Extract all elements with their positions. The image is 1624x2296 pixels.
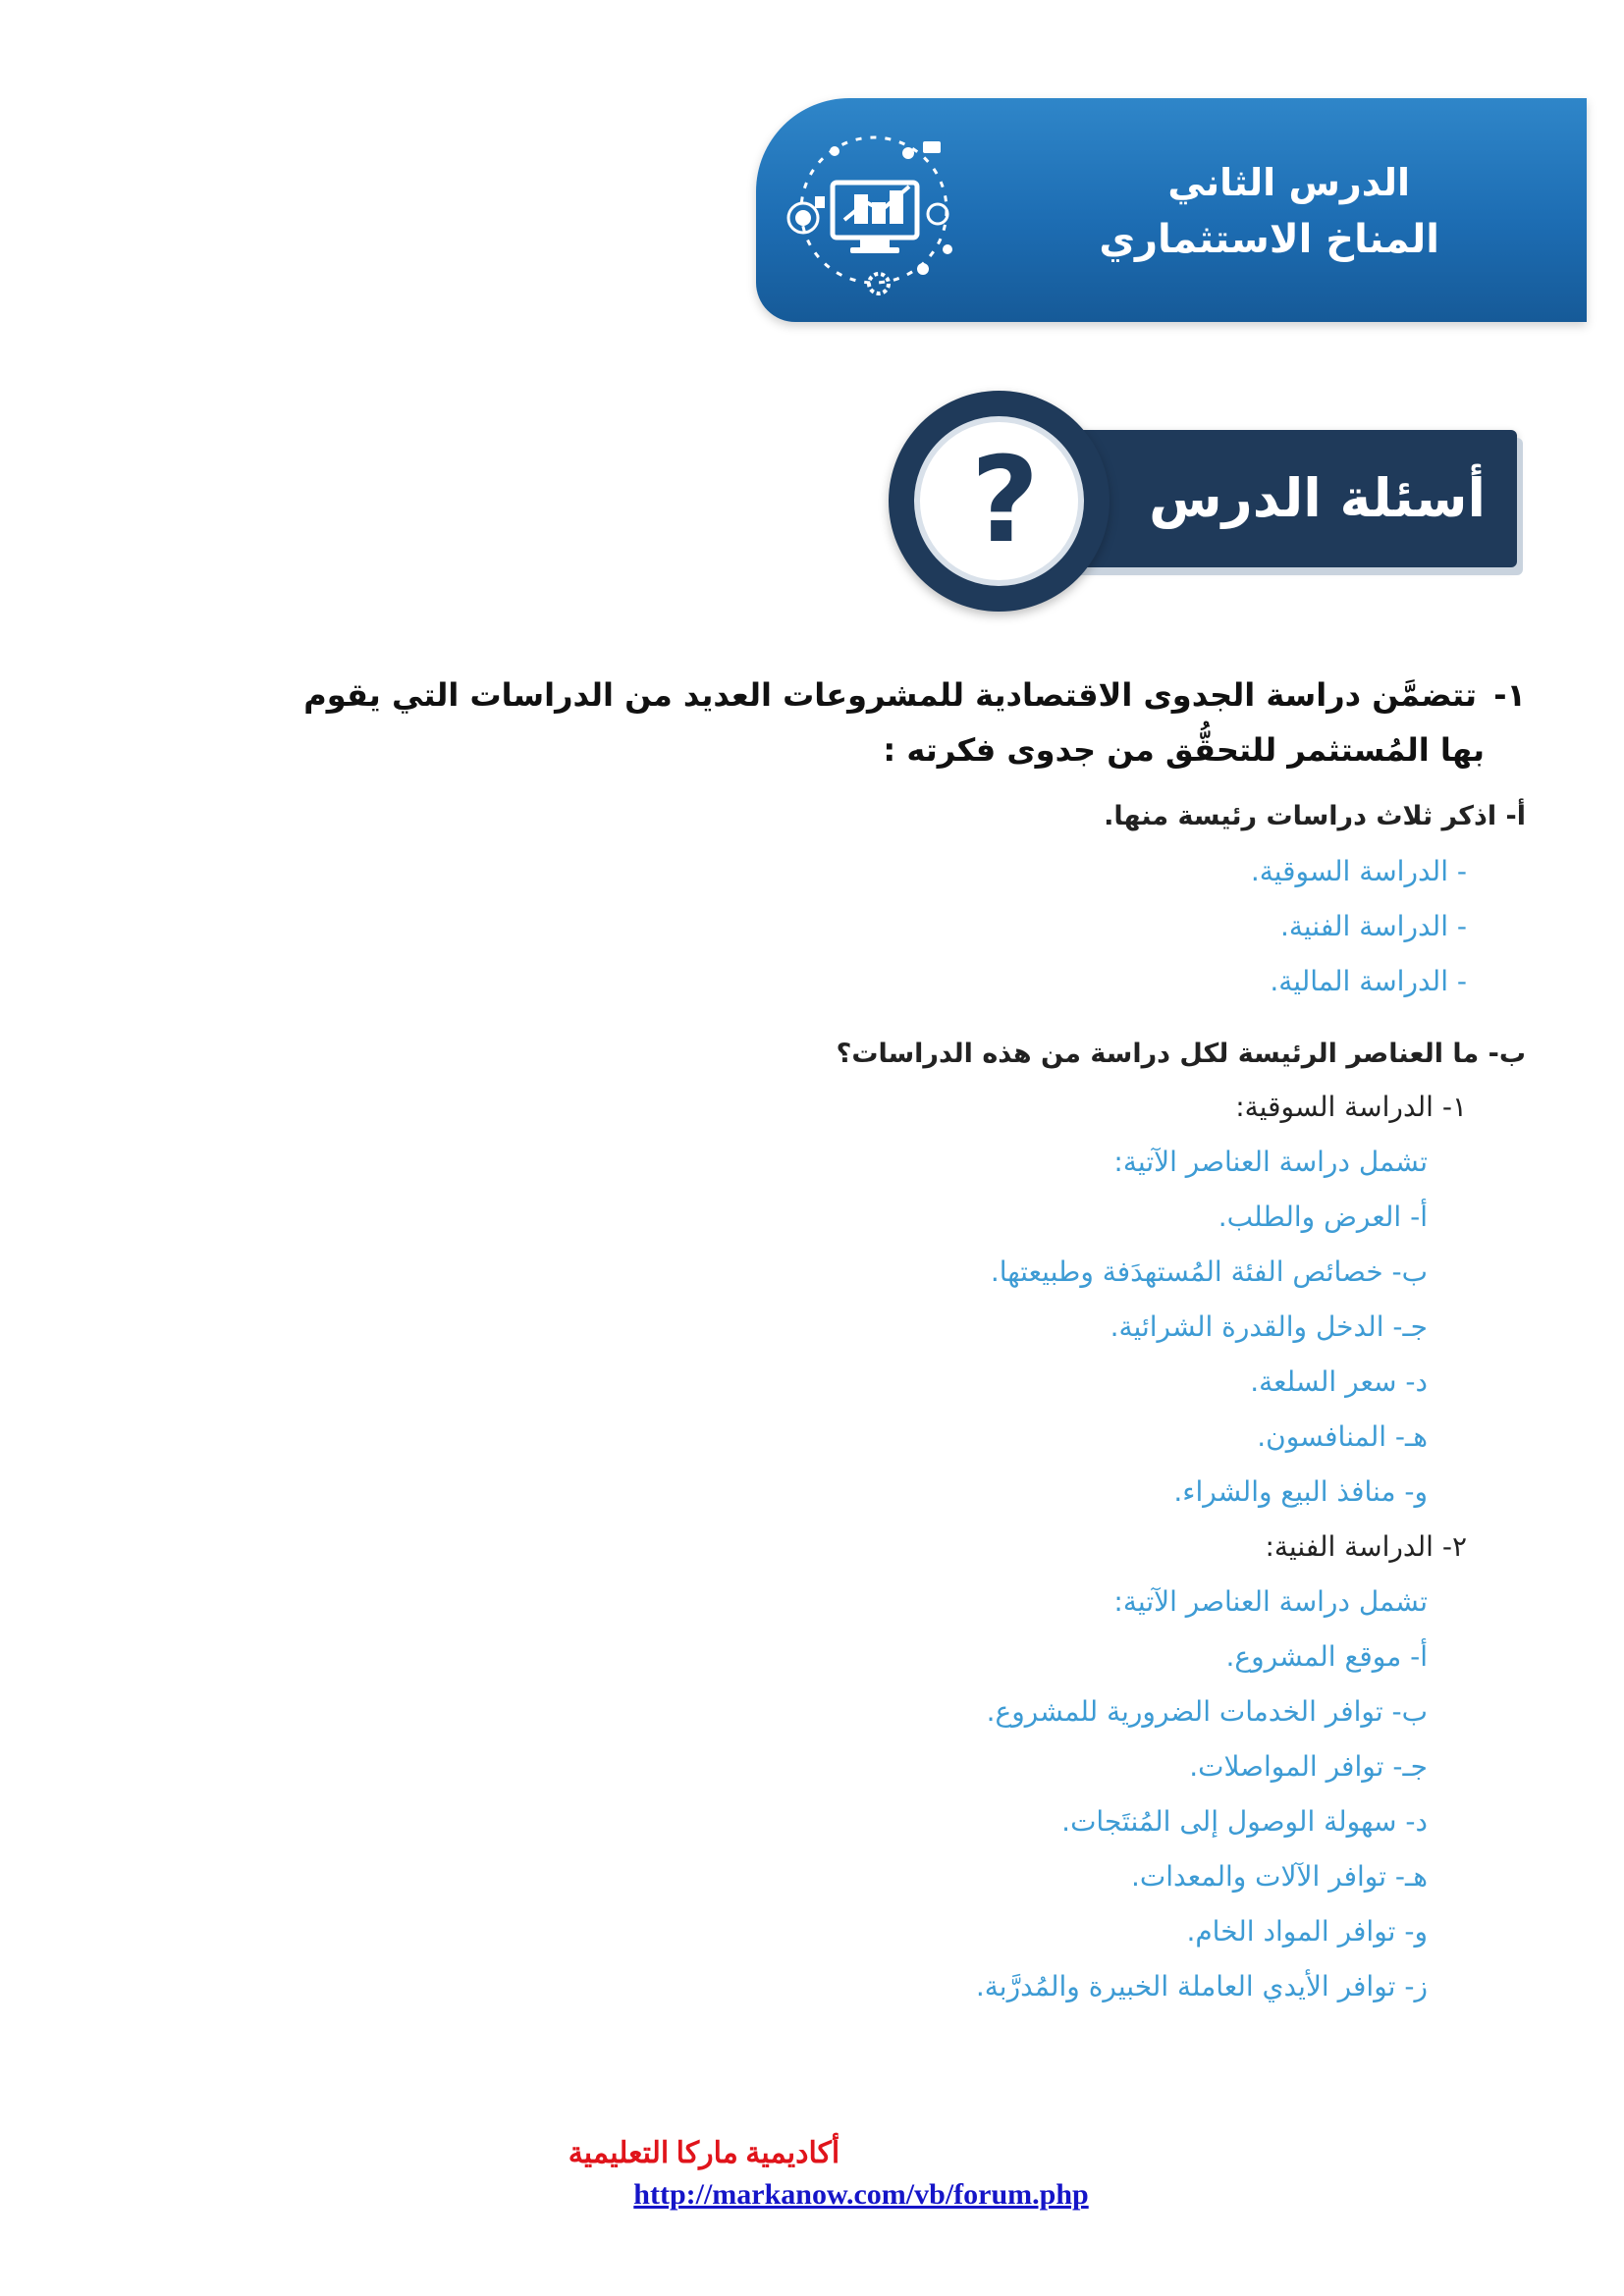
part-b-text: ما العناصر الرئيسة لكل دراسة من هذه الدراسات؟ (836, 1039, 1480, 1069)
part-b-label: ب- (1488, 1039, 1526, 1069)
study-intro: تشمل دراسة العناصر الآتية: (1113, 1146, 1428, 1178)
part-a-text: اذكر ثلاث دراسات رئيسة منها. (1104, 801, 1497, 831)
part-a-answers (230, 844, 1526, 1009)
list-item: - الدراسة السوقية. (1250, 855, 1467, 887)
list-item: - الدراسة الفنية. (1280, 910, 1467, 942)
study-heading-market: ١- الدراسة السوقية: (1235, 1091, 1467, 1123)
question-mark-icon: ? (970, 433, 1040, 569)
list-item: و- منافذ البيع والشراء. (1173, 1475, 1428, 1508)
section-heading-text: أسئلة الدرس (1149, 467, 1486, 529)
list-item: أ- العرض والطلب. (1218, 1201, 1428, 1233)
list-item: أ- موقع المشروع. (1225, 1640, 1428, 1673)
list-item: هـ- المنافسون. (1257, 1420, 1428, 1453)
list-item: هـ- توافر الآلات والمعدات. (1131, 1860, 1428, 1893)
part-a-question (230, 791, 1526, 842)
list-item: جـ- توافر المواصلات. (1189, 1750, 1428, 1783)
list-item: د- سعر السلعة. (1250, 1365, 1428, 1398)
question-1 (230, 667, 1526, 777)
list-item: و- توافر المواد الخام. (1186, 1915, 1428, 1948)
list-item: - الدراسة المالية. (1270, 965, 1467, 997)
section-heading (889, 391, 1517, 612)
academy-name: أكاديمية ماركا التعليمية (568, 2137, 840, 2169)
technical-study-elements (230, 1629, 1526, 2014)
list-item: جـ- الدخل والقدرة الشرائية. (1110, 1310, 1428, 1343)
question-text-line-1: تتضمَّن دراسة الجدوى الاقتصادية للمشروعات العديد من الدراسات التي يقوم (303, 676, 1478, 714)
lesson-banner (756, 98, 1587, 322)
market-study-elements (230, 1190, 1526, 1520)
question-text-line-2: بها المُستثمر للتحقُّق من جدوى فكرته : (883, 731, 1485, 769)
question-badge (889, 391, 1110, 612)
lesson-questions (230, 667, 1526, 2014)
list-item: ب- خصائص الفئة المُستهدَفة وطبيعتها. (990, 1255, 1428, 1288)
question-number: ١- (1493, 676, 1526, 714)
footer (0, 2132, 1624, 2215)
part-b-question (230, 1029, 1526, 1080)
study-heading-technical: ٢- الدراسة الفنية: (1265, 1530, 1467, 1563)
lesson-number: الدرس الثاني (1167, 161, 1410, 204)
investment-laptop-icon (776, 112, 972, 308)
list-item: ز- توافر الأيدي العاملة الخبيرة والمُدرَّبة. (975, 1970, 1428, 2002)
study-intro: تشمل دراسة العناصر الآتية: (1113, 1585, 1428, 1618)
part-a-label: أ- (1505, 801, 1526, 831)
forum-link[interactable]: http://markanow.com/vb/forum.php (633, 2178, 1089, 2211)
list-item: ب- توافر الخدمات الضرورية للمشروع. (986, 1695, 1428, 1728)
lesson-title: المناخ الاستثماري (1099, 217, 1439, 262)
list-item: د- سهولة الوصول إلى المُنتَجات. (1061, 1805, 1428, 1838)
